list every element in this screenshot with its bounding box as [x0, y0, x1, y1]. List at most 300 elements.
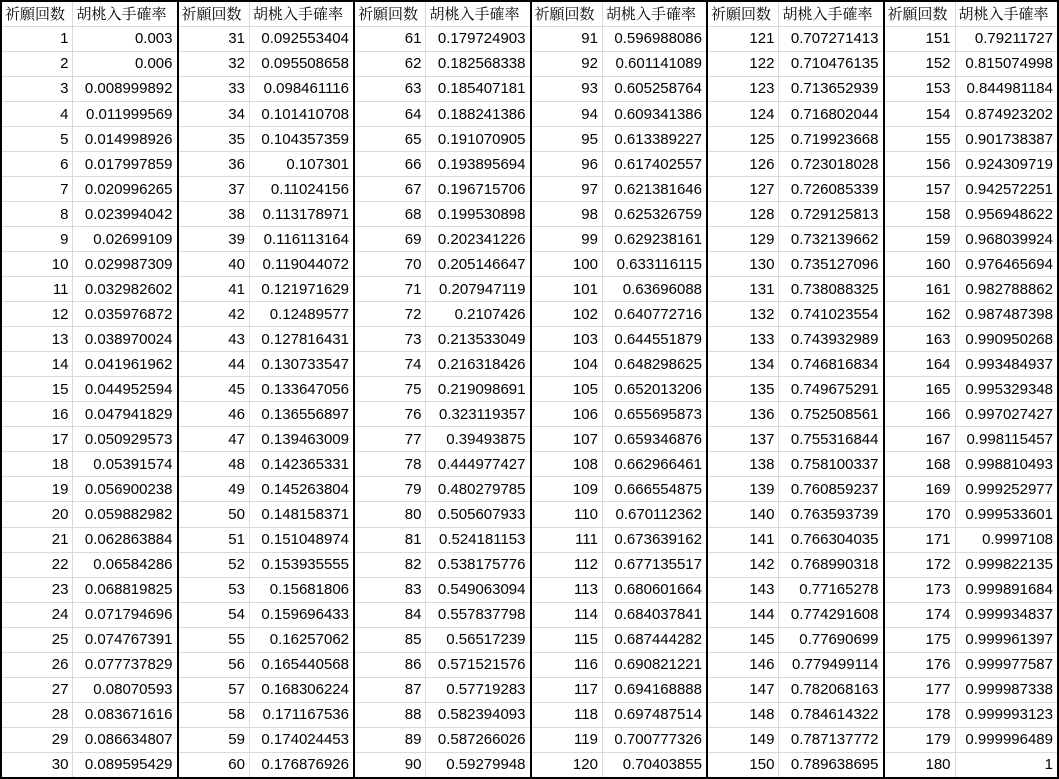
- probability-cell[interactable]: 1: [1044, 756, 1053, 774]
- count-cell[interactable]: 10: [1, 252, 73, 277]
- count-cell[interactable]: 76: [354, 402, 426, 427]
- count-cell[interactable]: 60: [178, 752, 250, 778]
- probability-cell[interactable]: 0.782068163: [779, 677, 883, 702]
- count-cell[interactable]: 22: [1, 552, 73, 577]
- probability-cell[interactable]: 0.625326759: [602, 202, 706, 227]
- count-cell[interactable]: 57: [178, 677, 250, 702]
- probability-cell[interactable]: 0.741023554: [779, 302, 883, 327]
- count-cell[interactable]: 11: [1, 277, 73, 302]
- count-cell[interactable]: 88: [354, 702, 426, 727]
- probability-cell[interactable]: 0.680601664: [602, 577, 706, 602]
- probability-cell[interactable]: 0.003: [73, 26, 177, 51]
- probability-cell[interactable]: 0.752508561: [779, 402, 883, 427]
- count-cell[interactable]: 142: [707, 552, 779, 577]
- probability-cell[interactable]: 0.133647056: [249, 377, 353, 402]
- count-cell[interactable]: 96: [531, 152, 603, 177]
- count-cell[interactable]: 117: [531, 677, 603, 702]
- count-cell[interactable]: 2: [1, 51, 73, 76]
- count-cell[interactable]: 44: [178, 352, 250, 377]
- probability-cell[interactable]: 0.677135517: [602, 552, 706, 577]
- probability-cell[interactable]: 0.633116115: [602, 252, 706, 277]
- count-cell[interactable]: 129: [707, 227, 779, 252]
- count-cell[interactable]: 65: [354, 127, 426, 152]
- probability-header[interactable]: 胡桃入手確率: [602, 1, 706, 26]
- probability-cell[interactable]: 0.014998926: [73, 127, 177, 152]
- probability-cell[interactable]: 0.723018028: [779, 152, 883, 177]
- probability-cell[interactable]: 0.050929573: [73, 427, 177, 452]
- count-cell[interactable]: 4: [1, 101, 73, 126]
- probability-cell[interactable]: 0.168306224: [249, 677, 353, 702]
- count-cell[interactable]: 135: [707, 377, 779, 402]
- count-cell[interactable]: 33: [178, 76, 250, 101]
- count-cell[interactable]: 1: [1, 26, 73, 51]
- probability-cell[interactable]: 0.113178971: [249, 202, 353, 227]
- count-cell[interactable]: 175: [884, 627, 956, 652]
- probability-cell[interactable]: 0.659346876: [602, 427, 706, 452]
- probability-cell[interactable]: 0.142365331: [249, 452, 353, 477]
- count-cell[interactable]: 159: [884, 227, 956, 252]
- count-cell[interactable]: 37: [178, 177, 250, 202]
- probability-cell[interactable]: 0.743932989: [779, 327, 883, 352]
- probability-cell[interactable]: 0.185407181: [426, 76, 530, 101]
- probability-cell[interactable]: 0.059882982: [73, 502, 177, 527]
- count-cell[interactable]: 71: [354, 277, 426, 302]
- probability-cell[interactable]: 0.038970024: [73, 327, 177, 352]
- count-header[interactable]: 祈願回数: [531, 1, 603, 26]
- count-cell[interactable]: 68: [354, 202, 426, 227]
- probability-cell[interactable]: 0.662966461: [602, 452, 706, 477]
- probability-header[interactable]: 胡桃入手確率: [73, 1, 177, 26]
- count-cell[interactable]: 102: [531, 302, 603, 327]
- probability-cell[interactable]: 0.086634807: [73, 727, 177, 752]
- probability-cell[interactable]: 0.942572251: [955, 177, 1058, 202]
- count-cell[interactable]: 12: [1, 302, 73, 327]
- probability-cell[interactable]: 0.104357359: [249, 127, 353, 152]
- probability-cell[interactable]: 0.629238161: [602, 227, 706, 252]
- count-cell[interactable]: 66: [354, 152, 426, 177]
- probability-cell[interactable]: 0.609341386: [602, 101, 706, 126]
- count-cell[interactable]: 108: [531, 452, 603, 477]
- probability-cell[interactable]: 0.582394093: [426, 702, 530, 727]
- probability-cell[interactable]: 0.213533049: [426, 327, 530, 352]
- count-cell[interactable]: 154: [884, 101, 956, 126]
- count-cell[interactable]: 149: [707, 727, 779, 752]
- probability-cell[interactable]: 0.130733547: [249, 352, 353, 377]
- probability-cell[interactable]: 0.216318426: [426, 352, 530, 377]
- probability-header[interactable]: 胡桃入手確率: [249, 1, 353, 26]
- count-cell[interactable]: 23: [1, 577, 73, 602]
- probability-cell[interactable]: 0.999961397: [955, 627, 1058, 652]
- probability-cell[interactable]: 0.726085339: [779, 177, 883, 202]
- probability-cell[interactable]: 0.738088325: [779, 277, 883, 302]
- count-cell[interactable]: 8: [1, 202, 73, 227]
- count-cell[interactable]: 134: [707, 352, 779, 377]
- probability-cell[interactable]: 0.644551879: [602, 327, 706, 352]
- count-cell[interactable]: 87: [354, 677, 426, 702]
- count-cell[interactable]: 78: [354, 452, 426, 477]
- count-cell[interactable]: 89: [354, 727, 426, 752]
- count-cell[interactable]: 42: [178, 302, 250, 327]
- probability-cell[interactable]: 0.077737829: [73, 652, 177, 677]
- count-cell[interactable]: 141: [707, 527, 779, 552]
- probability-cell[interactable]: 0.205146647: [426, 252, 530, 277]
- count-cell[interactable]: 28: [1, 702, 73, 727]
- probability-cell[interactable]: 0.735127096: [779, 252, 883, 277]
- count-cell[interactable]: 97: [531, 177, 603, 202]
- probability-cell[interactable]: 0.011999569: [73, 101, 177, 126]
- probability-cell[interactable]: 0.976465694: [955, 252, 1058, 277]
- probability-cell[interactable]: 0.196715706: [426, 177, 530, 202]
- count-cell[interactable]: 162: [884, 302, 956, 327]
- probability-header[interactable]: 胡桃入手確率: [426, 1, 530, 26]
- count-cell[interactable]: 16: [1, 402, 73, 427]
- count-cell[interactable]: 158: [884, 202, 956, 227]
- count-cell[interactable]: 128: [707, 202, 779, 227]
- count-cell[interactable]: 126: [707, 152, 779, 177]
- count-cell[interactable]: 173: [884, 577, 956, 602]
- count-header[interactable]: 祈願回数: [178, 1, 250, 26]
- probability-cell[interactable]: 0.998115457: [955, 427, 1058, 452]
- count-cell[interactable]: 50: [178, 502, 250, 527]
- probability-cell[interactable]: 0.029987309: [73, 252, 177, 277]
- probability-cell[interactable]: 0.999996489: [955, 727, 1058, 752]
- probability-cell[interactable]: 0.15681806: [249, 577, 353, 602]
- count-cell[interactable]: 15: [1, 377, 73, 402]
- count-cell[interactable]: 115: [531, 627, 603, 652]
- count-cell[interactable]: 124: [707, 101, 779, 126]
- count-cell[interactable]: 18: [1, 452, 73, 477]
- probability-cell[interactable]: 0.092553404: [249, 26, 353, 51]
- count-cell[interactable]: 99: [531, 227, 603, 252]
- count-cell[interactable]: 70: [354, 252, 426, 277]
- probability-cell[interactable]: 0.2107426: [426, 302, 530, 327]
- probability-cell[interactable]: 0.587266026: [426, 727, 530, 752]
- probability-cell[interactable]: 0.779499114: [779, 652, 883, 677]
- count-cell[interactable]: 143: [707, 577, 779, 602]
- count-cell[interactable]: 138: [707, 452, 779, 477]
- probability-header[interactable]: 胡桃入手確率: [779, 1, 883, 26]
- count-cell[interactable]: 145: [707, 627, 779, 652]
- count-cell[interactable]: 20: [1, 502, 73, 527]
- probability-cell[interactable]: 0.982788862: [955, 277, 1058, 302]
- probability-cell[interactable]: 0.874923202: [955, 101, 1058, 126]
- count-cell[interactable]: 147: [707, 677, 779, 702]
- count-cell[interactable]: 39: [178, 227, 250, 252]
- probability-cell[interactable]: 0.648298625: [602, 352, 706, 377]
- probability-cell[interactable]: 0.323119357: [426, 402, 530, 427]
- probability-cell[interactable]: 0.11024156: [249, 177, 353, 202]
- count-cell[interactable]: 114: [531, 602, 603, 627]
- count-cell[interactable]: 9: [1, 227, 73, 252]
- probability-cell[interactable]: 0.713652939: [779, 76, 883, 101]
- probability-cell[interactable]: 0.041961962: [73, 352, 177, 377]
- probability-cell[interactable]: 0.760859237: [779, 477, 883, 502]
- count-cell[interactable]: 52: [178, 552, 250, 577]
- probability-cell[interactable]: 0.121971629: [249, 277, 353, 302]
- probability-cell[interactable]: 0.655695873: [602, 402, 706, 427]
- probability-cell[interactable]: 0.59279948: [446, 756, 526, 774]
- count-cell[interactable]: 151: [884, 26, 956, 51]
- count-cell[interactable]: 53: [178, 577, 250, 602]
- probability-cell[interactable]: 0.687444282: [602, 627, 706, 652]
- count-cell[interactable]: 84: [354, 602, 426, 627]
- probability-cell[interactable]: 0.763593739: [779, 502, 883, 527]
- count-cell[interactable]: 168: [884, 452, 956, 477]
- probability-cell[interactable]: 0.700777326: [602, 727, 706, 752]
- probability-cell[interactable]: 0.202341226: [426, 227, 530, 252]
- count-cell[interactable]: 148: [707, 702, 779, 727]
- count-cell[interactable]: 79: [354, 477, 426, 502]
- probability-cell[interactable]: 0.035976872: [73, 302, 177, 327]
- probability-cell[interactable]: 0.697487514: [602, 702, 706, 727]
- probability-cell[interactable]: 0.77165278: [779, 577, 883, 602]
- count-cell[interactable]: 54: [178, 602, 250, 627]
- probability-cell[interactable]: 0.056900238: [73, 477, 177, 502]
- count-cell[interactable]: 47: [178, 427, 250, 452]
- probability-cell[interactable]: 0.716802044: [779, 101, 883, 126]
- count-cell[interactable]: 46: [178, 402, 250, 427]
- count-header[interactable]: 祈願回数: [354, 1, 426, 26]
- count-cell[interactable]: 41: [178, 277, 250, 302]
- count-cell[interactable]: 155: [884, 127, 956, 152]
- count-cell[interactable]: 86: [354, 652, 426, 677]
- probability-cell[interactable]: 0.098461116: [249, 76, 353, 101]
- count-cell[interactable]: 56: [178, 652, 250, 677]
- probability-cell[interactable]: 0.068819825: [73, 577, 177, 602]
- probability-cell[interactable]: 0.176876926: [261, 756, 349, 774]
- count-cell[interactable]: 160: [884, 252, 956, 277]
- count-cell[interactable]: 174: [884, 602, 956, 627]
- probability-cell[interactable]: 0.020996265: [73, 177, 177, 202]
- probability-cell[interactable]: 0.071794696: [73, 602, 177, 627]
- count-cell[interactable]: 34: [178, 101, 250, 126]
- count-cell[interactable]: 80: [354, 502, 426, 527]
- count-cell[interactable]: 171: [884, 527, 956, 552]
- probability-cell[interactable]: 0.095508658: [249, 51, 353, 76]
- probability-cell[interactable]: 0.758100337: [779, 452, 883, 477]
- count-cell[interactable]: 32: [178, 51, 250, 76]
- count-cell[interactable]: 13: [1, 327, 73, 352]
- probability-cell[interactable]: 0.107301: [249, 152, 353, 177]
- probability-cell[interactable]: 0.70403855: [622, 756, 702, 774]
- count-cell[interactable]: 91: [531, 26, 603, 51]
- probability-cell[interactable]: 0.127816431: [249, 327, 353, 352]
- count-cell[interactable]: 131: [707, 277, 779, 302]
- probability-cell[interactable]: 0.605258764: [602, 76, 706, 101]
- count-cell[interactable]: 112: [531, 552, 603, 577]
- probability-cell[interactable]: 0.571521576: [426, 652, 530, 677]
- count-cell[interactable]: 178: [884, 702, 956, 727]
- count-cell[interactable]: 92: [531, 51, 603, 76]
- count-cell[interactable]: 17: [1, 427, 73, 452]
- count-cell[interactable]: 45: [178, 377, 250, 402]
- probability-cell[interactable]: 0.151048974: [249, 527, 353, 552]
- count-cell[interactable]: 35: [178, 127, 250, 152]
- count-cell[interactable]: 24: [1, 602, 73, 627]
- count-cell[interactable]: 144: [707, 602, 779, 627]
- probability-cell[interactable]: 0.968039924: [955, 227, 1058, 252]
- count-cell[interactable]: 179: [884, 727, 956, 752]
- probability-cell[interactable]: 0.05391574: [73, 452, 177, 477]
- probability-cell[interactable]: 0.999987338: [955, 677, 1058, 702]
- probability-cell[interactable]: 0.083671616: [73, 702, 177, 727]
- probability-cell[interactable]: 0.39493875: [426, 427, 530, 452]
- count-cell[interactable]: 137: [707, 427, 779, 452]
- count-cell[interactable]: 111: [531, 527, 603, 552]
- count-cell[interactable]: 152: [884, 51, 956, 76]
- probability-cell[interactable]: 0.617402557: [602, 152, 706, 177]
- probability-cell[interactable]: 0.694168888: [602, 677, 706, 702]
- count-cell[interactable]: 153: [884, 76, 956, 101]
- probability-cell[interactable]: 0.188241386: [426, 101, 530, 126]
- count-cell[interactable]: 90: [354, 752, 426, 778]
- probability-cell[interactable]: 0.9997108: [955, 527, 1058, 552]
- probability-cell[interactable]: 0.684037841: [602, 602, 706, 627]
- count-cell[interactable]: 29: [1, 727, 73, 752]
- count-cell[interactable]: 170: [884, 502, 956, 527]
- probability-cell[interactable]: 0.999533601: [955, 502, 1058, 527]
- probability-cell[interactable]: 0.999993123: [955, 702, 1058, 727]
- count-cell[interactable]: 127: [707, 177, 779, 202]
- probability-cell[interactable]: 0.116113164: [249, 227, 353, 252]
- probability-cell[interactable]: 0.199530898: [426, 202, 530, 227]
- count-cell[interactable]: 180: [884, 752, 956, 778]
- probability-cell[interactable]: 0.153935555: [249, 552, 353, 577]
- probability-cell[interactable]: 0.784614322: [779, 702, 883, 727]
- probability-header[interactable]: 胡桃入手確率: [955, 1, 1058, 26]
- count-cell[interactable]: 123: [707, 76, 779, 101]
- count-cell[interactable]: 156: [884, 152, 956, 177]
- probability-cell[interactable]: 0.673639162: [602, 527, 706, 552]
- count-cell[interactable]: 136: [707, 402, 779, 427]
- count-cell[interactable]: 36: [178, 152, 250, 177]
- count-cell[interactable]: 59: [178, 727, 250, 752]
- count-cell[interactable]: 7: [1, 177, 73, 202]
- count-cell[interactable]: 176: [884, 652, 956, 677]
- count-cell[interactable]: 6: [1, 152, 73, 177]
- count-cell[interactable]: 40: [178, 252, 250, 277]
- count-cell[interactable]: 113: [531, 577, 603, 602]
- count-cell[interactable]: 161: [884, 277, 956, 302]
- probability-cell[interactable]: 0.995329348: [955, 377, 1058, 402]
- count-cell[interactable]: 165: [884, 377, 956, 402]
- probability-cell[interactable]: 0.755316844: [779, 427, 883, 452]
- count-cell[interactable]: 150: [707, 752, 779, 778]
- count-cell[interactable]: 109: [531, 477, 603, 502]
- count-cell[interactable]: 157: [884, 177, 956, 202]
- count-cell[interactable]: 51: [178, 527, 250, 552]
- probability-cell[interactable]: 0.062863884: [73, 527, 177, 552]
- count-cell[interactable]: 49: [178, 477, 250, 502]
- probability-cell[interactable]: 0.191070905: [426, 127, 530, 152]
- probability-cell[interactable]: 0.165440568: [249, 652, 353, 677]
- count-cell[interactable]: 85: [354, 627, 426, 652]
- count-cell[interactable]: 67: [354, 177, 426, 202]
- count-cell[interactable]: 93: [531, 76, 603, 101]
- count-cell[interactable]: 120: [531, 752, 603, 778]
- count-cell[interactable]: 30: [1, 752, 73, 778]
- probability-cell[interactable]: 0.596988086: [602, 26, 706, 51]
- count-cell[interactable]: 121: [707, 26, 779, 51]
- count-cell[interactable]: 177: [884, 677, 956, 702]
- count-cell[interactable]: 43: [178, 327, 250, 352]
- probability-cell[interactable]: 0.505607933: [426, 502, 530, 527]
- probability-cell[interactable]: 0.729125813: [779, 202, 883, 227]
- probability-cell[interactable]: 0.63696088: [602, 277, 706, 302]
- count-cell[interactable]: 163: [884, 327, 956, 352]
- probability-cell[interactable]: 0.787137772: [779, 727, 883, 752]
- count-cell[interactable]: 105: [531, 377, 603, 402]
- probability-cell[interactable]: 0.524181153: [426, 527, 530, 552]
- probability-cell[interactable]: 0.06584286: [73, 552, 177, 577]
- probability-cell[interactable]: 0.148158371: [249, 502, 353, 527]
- probability-cell[interactable]: 0.774291608: [779, 602, 883, 627]
- probability-cell[interactable]: 0.789638695: [790, 756, 879, 774]
- count-cell[interactable]: 74: [354, 352, 426, 377]
- count-cell[interactable]: 61: [354, 26, 426, 51]
- count-cell[interactable]: 132: [707, 302, 779, 327]
- count-cell[interactable]: 146: [707, 652, 779, 677]
- count-cell[interactable]: 110: [531, 502, 603, 527]
- count-cell[interactable]: 14: [1, 352, 73, 377]
- probability-cell[interactable]: 0.145263804: [249, 477, 353, 502]
- count-cell[interactable]: 104: [531, 352, 603, 377]
- probability-cell[interactable]: 0.017997859: [73, 152, 177, 177]
- count-cell[interactable]: 31: [178, 26, 250, 51]
- probability-cell[interactable]: 0.444977427: [426, 452, 530, 477]
- probability-cell[interactable]: 0.207947119: [426, 277, 530, 302]
- count-cell[interactable]: 3: [1, 76, 73, 101]
- probability-cell[interactable]: 0.690821221: [602, 652, 706, 677]
- count-cell[interactable]: 19: [1, 477, 73, 502]
- probability-cell[interactable]: 0.999934837: [955, 602, 1058, 627]
- count-cell[interactable]: 94: [531, 101, 603, 126]
- count-cell[interactable]: 139: [707, 477, 779, 502]
- probability-cell[interactable]: 0.924309719: [955, 152, 1058, 177]
- count-cell[interactable]: 119: [531, 727, 603, 752]
- probability-cell[interactable]: 0.993484937: [955, 352, 1058, 377]
- count-cell[interactable]: 98: [531, 202, 603, 227]
- probability-cell[interactable]: 0.193895694: [426, 152, 530, 177]
- probability-cell[interactable]: 0.956948622: [955, 202, 1058, 227]
- count-cell[interactable]: 27: [1, 677, 73, 702]
- count-cell[interactable]: 5: [1, 127, 73, 152]
- probability-cell[interactable]: 0.174024453: [249, 727, 353, 752]
- count-cell[interactable]: 83: [354, 577, 426, 602]
- probability-cell[interactable]: 0.16257062: [249, 627, 353, 652]
- count-cell[interactable]: 26: [1, 652, 73, 677]
- probability-cell[interactable]: 0.601141089: [602, 51, 706, 76]
- probability-cell[interactable]: 0.987487398: [955, 302, 1058, 327]
- count-cell[interactable]: 69: [354, 227, 426, 252]
- probability-cell[interactable]: 0.549063094: [426, 577, 530, 602]
- count-cell[interactable]: 164: [884, 352, 956, 377]
- probability-cell[interactable]: 0.766304035: [779, 527, 883, 552]
- probability-cell[interactable]: 0.047941829: [73, 402, 177, 427]
- count-cell[interactable]: 77: [354, 427, 426, 452]
- probability-cell[interactable]: 0.101410708: [249, 101, 353, 126]
- probability-cell[interactable]: 0.710476135: [779, 51, 883, 76]
- count-cell[interactable]: 106: [531, 402, 603, 427]
- probability-cell[interactable]: 0.77690699: [779, 627, 883, 652]
- probability-cell[interactable]: 0.182568338: [426, 51, 530, 76]
- count-header[interactable]: 祈願回数: [1, 1, 73, 26]
- probability-cell[interactable]: 0.219098691: [426, 377, 530, 402]
- probability-cell[interactable]: 0.732139662: [779, 227, 883, 252]
- count-cell[interactable]: 38: [178, 202, 250, 227]
- probability-cell[interactable]: 0.844981184: [955, 76, 1058, 101]
- count-cell[interactable]: 167: [884, 427, 956, 452]
